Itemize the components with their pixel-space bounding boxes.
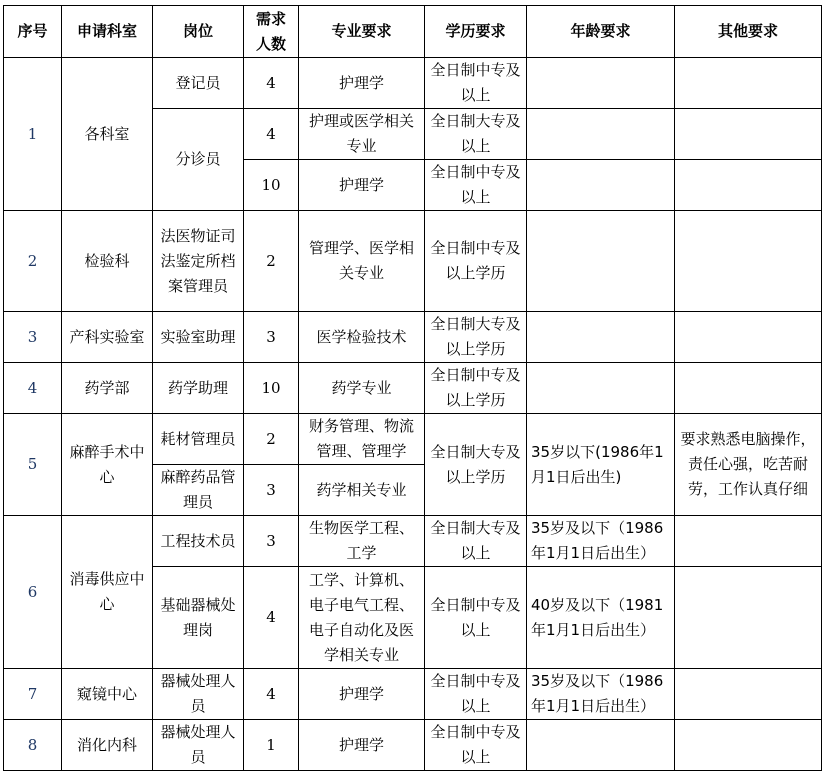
cell-age [527, 312, 675, 363]
cell-post: 登记员 [153, 58, 244, 109]
cell-major: 管理学、医学相关专业 [299, 211, 425, 312]
cell-edu: 全日制中专及以上 [425, 58, 527, 109]
cell-other [675, 58, 822, 109]
table-row [4, 516, 822, 567]
cell-major: 生物医学工程、工学 [299, 516, 425, 567]
cell-age: 35岁以下(1986年1月1日后出生) [527, 414, 675, 516]
cell-post: 耗材管理员 [153, 414, 244, 465]
cell-other [675, 312, 822, 363]
cell-major: 药学专业 [299, 363, 425, 414]
cell-dept: 产科实验室 [62, 312, 153, 363]
cell-age [527, 58, 675, 109]
cell-edu: 全日制大专及以上学历 [425, 414, 527, 516]
cell-dept: 窥镜中心 [62, 669, 153, 720]
recruitment-table [3, 5, 822, 771]
cell-count: 10 [244, 363, 299, 414]
cell-major: 护理学 [299, 58, 425, 109]
cell-post: 工程技术员 [153, 516, 244, 567]
table-row [4, 58, 822, 109]
cell-seq: 3 [4, 312, 62, 363]
cell-post: 法医物证司法鉴定所档案管理员 [153, 211, 244, 312]
cell-other [675, 669, 822, 720]
table-row [4, 363, 822, 414]
cell-age [527, 211, 675, 312]
cell-seq: 6 [4, 516, 62, 669]
cell-post: 麻醉药品管理员 [153, 465, 244, 516]
cell-dept: 消化内科 [62, 720, 153, 771]
cell-major: 医学检验技术 [299, 312, 425, 363]
header-age: 年龄要求 [527, 6, 675, 58]
cell-major: 药学相关专业 [299, 465, 425, 516]
cell-age: 40岁及以下（1981年1月1日后出生） [527, 567, 675, 669]
cell-other [675, 567, 822, 669]
header-count: 需求人数 [244, 6, 299, 58]
cell-dept: 各科室 [62, 58, 153, 211]
cell-edu: 全日制中专及以上 [425, 720, 527, 771]
cell-age [527, 160, 675, 211]
cell-age [527, 363, 675, 414]
cell-count: 2 [244, 211, 299, 312]
cell-post: 基础器械处理岗 [153, 567, 244, 669]
cell-count: 4 [244, 669, 299, 720]
cell-other: 要求熟悉电脑操作，责任心强，吃苦耐劳，工作认真仔细 [675, 414, 822, 516]
cell-edu: 全日制中专及以上 [425, 669, 527, 720]
cell-age: 35岁及以下（1986年1月1日后出生） [527, 516, 675, 567]
cell-count: 3 [244, 312, 299, 363]
cell-edu: 全日制中专及以上 [425, 160, 527, 211]
header-other: 其他要求 [675, 6, 822, 58]
cell-count: 1 [244, 720, 299, 771]
cell-major: 工学、计算机、电子电气工程、电子自动化及医学相关专业 [299, 567, 425, 669]
header-edu: 学历要求 [425, 6, 527, 58]
table-row [4, 669, 822, 720]
cell-other [675, 109, 822, 160]
cell-post: 器械处理人员 [153, 720, 244, 771]
cell-dept: 麻醉手术中心 [62, 414, 153, 516]
cell-seq: 4 [4, 363, 62, 414]
cell-age [527, 109, 675, 160]
cell-post: 分诊员 [153, 109, 244, 211]
table-row [4, 720, 822, 771]
cell-other [675, 211, 822, 312]
cell-other [675, 516, 822, 567]
cell-count: 3 [244, 516, 299, 567]
cell-major: 护理或医学相关专业 [299, 109, 425, 160]
cell-major: 护理学 [299, 669, 425, 720]
cell-dept: 检验科 [62, 211, 153, 312]
cell-seq: 2 [4, 211, 62, 312]
cell-count: 2 [244, 414, 299, 465]
cell-major: 财务管理、物流管理、管理学 [299, 414, 425, 465]
cell-edu: 全日制中专及以上 [425, 567, 527, 669]
header-seq: 序号 [4, 6, 62, 58]
table-row [4, 414, 822, 465]
cell-post: 器械处理人员 [153, 669, 244, 720]
header-dept: 申请科室 [62, 6, 153, 58]
cell-edu: 全日制中专及以上学历 [425, 211, 527, 312]
header-major: 专业要求 [299, 6, 425, 58]
cell-edu: 全日制大专及以上 [425, 516, 527, 567]
cell-age [527, 720, 675, 771]
cell-count: 3 [244, 465, 299, 516]
cell-edu: 全日制大专及以上 [425, 109, 527, 160]
cell-count: 4 [244, 109, 299, 160]
header-post: 岗位 [153, 6, 244, 58]
cell-edu: 全日制中专及以上学历 [425, 363, 527, 414]
cell-other [675, 720, 822, 771]
cell-seq: 1 [4, 58, 62, 211]
table-row [4, 211, 822, 312]
cell-major: 护理学 [299, 160, 425, 211]
header-row [4, 6, 822, 58]
cell-seq: 8 [4, 720, 62, 771]
cell-edu: 全日制大专及以上学历 [425, 312, 527, 363]
cell-count: 4 [244, 58, 299, 109]
cell-count: 4 [244, 567, 299, 669]
cell-post: 实验室助理 [153, 312, 244, 363]
cell-major: 护理学 [299, 720, 425, 771]
cell-post: 药学助理 [153, 363, 244, 414]
cell-seq: 7 [4, 669, 62, 720]
cell-other [675, 160, 822, 211]
table-row [4, 312, 822, 363]
cell-dept: 药学部 [62, 363, 153, 414]
cell-age: 35岁及以下（1986年1月1日后出生） [527, 669, 675, 720]
cell-count: 10 [244, 160, 299, 211]
cell-other [675, 363, 822, 414]
cell-dept: 消毒供应中心 [62, 516, 153, 669]
cell-seq: 5 [4, 414, 62, 516]
